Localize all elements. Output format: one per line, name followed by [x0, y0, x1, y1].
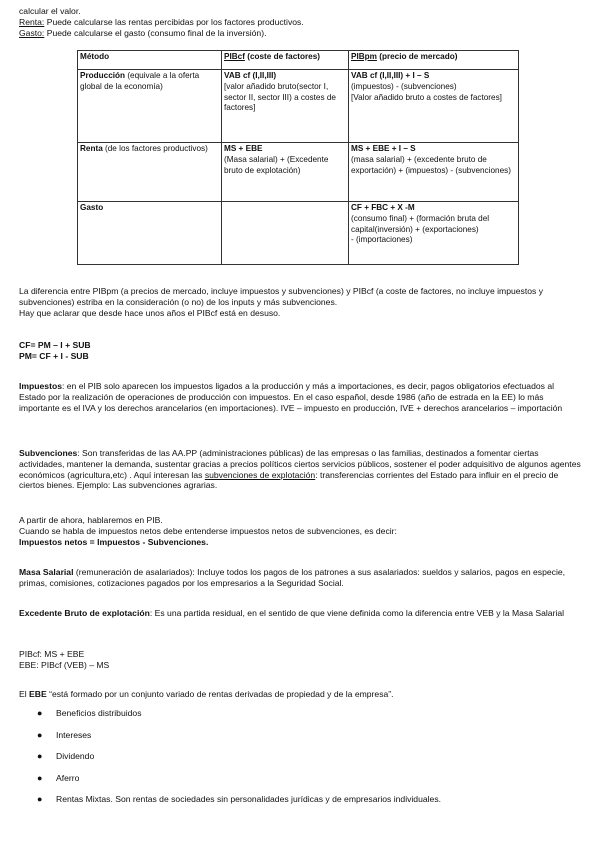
row-produccion-pm: VAB cf (I,II,III) + I – S (impuestos) - (subvenciones) [Valor añadido bruto a costes de factores]	[349, 70, 519, 143]
row-gasto-name: Gasto	[78, 202, 222, 265]
desuso-text: Hay que aclarar que desde hace unos años el PIBcf está en desuso.	[19, 307, 281, 318]
gasto-definition	[19, 28, 581, 39]
diferencia-text: La diferencia entre PIBpm (a precios de mercado, incluye impuestos y subvenciones) y PIBcf (a coste de factores, no incluye impuestos y subvenciones) estriba en la consideración (o no) de los inputs y más subvenciones.	[19, 286, 543, 307]
subvenciones-explotacion-link: subvenciones de explotación	[204, 469, 316, 480]
bullet-icon: ●	[37, 751, 43, 761]
pib-paragraph: A partir de ahora, hablaremos en PIB. Cuando se habla de impuestos netos debe entenderse impuestos netos de subvenciones, es decir: Impuestos netos = Impuestos - Subvenciones.	[19, 515, 397, 547]
diferencia-paragraph	[19, 286, 581, 318]
header-metodo: Método	[78, 51, 222, 70]
row-gasto-pm: CF + FBC + X -M (consumo final) + (formación bruta del capital(inversión) + (exportaciones) - (importaciones)	[349, 202, 519, 265]
ebe-formado-paragraph: El EBE “está formado por un conjunto variado de rentas derivadas de propiedad y de la empresa”.	[19, 689, 394, 699]
impuestos-netos-formula: Impuestos netos = Impuestos - Subvenciones.	[19, 536, 209, 547]
table-row	[78, 202, 519, 265]
row-renta-pm: MS + EBE + I – S (masa salarial) + (excedente bruto de exportación) + (impuestos) - (subvenciones)	[349, 143, 519, 202]
table-row	[78, 70, 519, 143]
list-item: ● Aferro	[37, 772, 80, 783]
bullet-icon: ●	[37, 772, 43, 783]
ebe-paragraph: Excedente Bruto de explotación: Es una partida residual, en el sentido de que viene definida como la diferencia entre VEB y la Masa Salarial	[19, 608, 565, 618]
impuestos-label: Impuestos	[19, 381, 62, 391]
intro-line: calcular el valor.	[19, 6, 81, 16]
bullet-icon: ●	[37, 708, 43, 718]
table-row	[78, 143, 519, 202]
gasto-text: Puede calcularse el gasto (consumo final de la inversión).	[44, 27, 267, 38]
list-item: ● Rentas Mixtas. Son rentas de sociedades sin personalidades jurídicas y de empresarios individuales.	[37, 794, 442, 804]
subvenciones-label: Subvenciones	[19, 448, 78, 458]
list-item: ● Intereses	[37, 729, 92, 740]
renta-label: Renta:	[19, 16, 45, 27]
table-header-row	[78, 51, 519, 70]
impuestos-paragraph	[19, 381, 581, 413]
header-pibcf: PIBcf (coste de factores)	[222, 51, 349, 70]
impuestos-text: : en el PIB solo aparecen los impuestos ligados a la producción y más a importaciones, es decir, pagos obligatorios efectuados al Estado por la realización de operaciones de producción con impuestos. En el caso español, desde 1986 (año de estrada en la EE) lo más importante es el IVA y los derechos arancelarios (en importaciones). IVE – impuesto en producción, IVE + derechos arancelarios – importación	[19, 381, 563, 413]
masa-label: Masa Salarial	[19, 567, 74, 577]
row-gasto-cf	[222, 202, 349, 265]
row-produccion-name: Producción (equivale a la oferta global de la economía)	[78, 70, 222, 143]
bullet-icon: ●	[37, 729, 43, 740]
gasto-label: Gasto:	[19, 27, 45, 38]
masa-salarial-paragraph: Masa Salarial (remuneración de asalariados): Incluye todos los pagos de los patrones a sus asalariados: sueldos y salarios, pagos en especie, primas, comisiones, cotizaciones pagados por los empresarios a la Seguridad Social.	[19, 567, 566, 588]
formula-cf: CF= PM – I + SUB	[19, 340, 91, 350]
subvenciones-paragraph: Subvenciones: Son transferidas de las AA.PP (administraciones públicas) de las empresas o las familias, destinados a fomentar ciertas actividades, mantener la demanda, sustentar gracias a precios políticos ciertos servicios públicos, sostener el poder adquisitivo de algunos agentes económicos (agricultura,etc) . Aquí interesan las subvenciones de explotación: transferencias corrientes del Estado para influir en el precio de ciertos bienes. Ejemplo: Las subvenciones agrarias.	[19, 448, 581, 491]
ebe-label: Excedente Bruto de explotación	[19, 608, 150, 618]
formulas	[19, 340, 581, 362]
header-pibpm: PIBpm (precio de mercado)	[349, 51, 519, 70]
ebe-components-list	[19, 708, 581, 816]
renta-definition	[19, 17, 581, 28]
renta-text: Puede calcularse las rentas percibidas por los factores productivos.	[44, 16, 304, 27]
row-renta-name: Renta (de los factores productivos)	[78, 143, 222, 202]
formula-pm: PM= CF + I - SUB	[19, 350, 89, 361]
list-item: ● Dividendo	[37, 751, 95, 761]
ebe-formulas: PIBcf: MS + EBE EBE: PIBcf (VEB) – MS	[19, 649, 110, 670]
intro-paragraph	[19, 6, 581, 38]
bullet-icon: ●	[37, 794, 43, 804]
pib-methods-table	[77, 50, 519, 265]
row-produccion-cf: VAB cf (I,II,III) [valor añadido bruto(sector I, sector II, sector III) a costes de factores]	[222, 70, 349, 143]
row-renta-cf: MS + EBE (Masa salarial) + (Excedente bruto de explotación)	[222, 143, 349, 202]
list-item: ● Beneficios distribuidos	[37, 708, 142, 718]
